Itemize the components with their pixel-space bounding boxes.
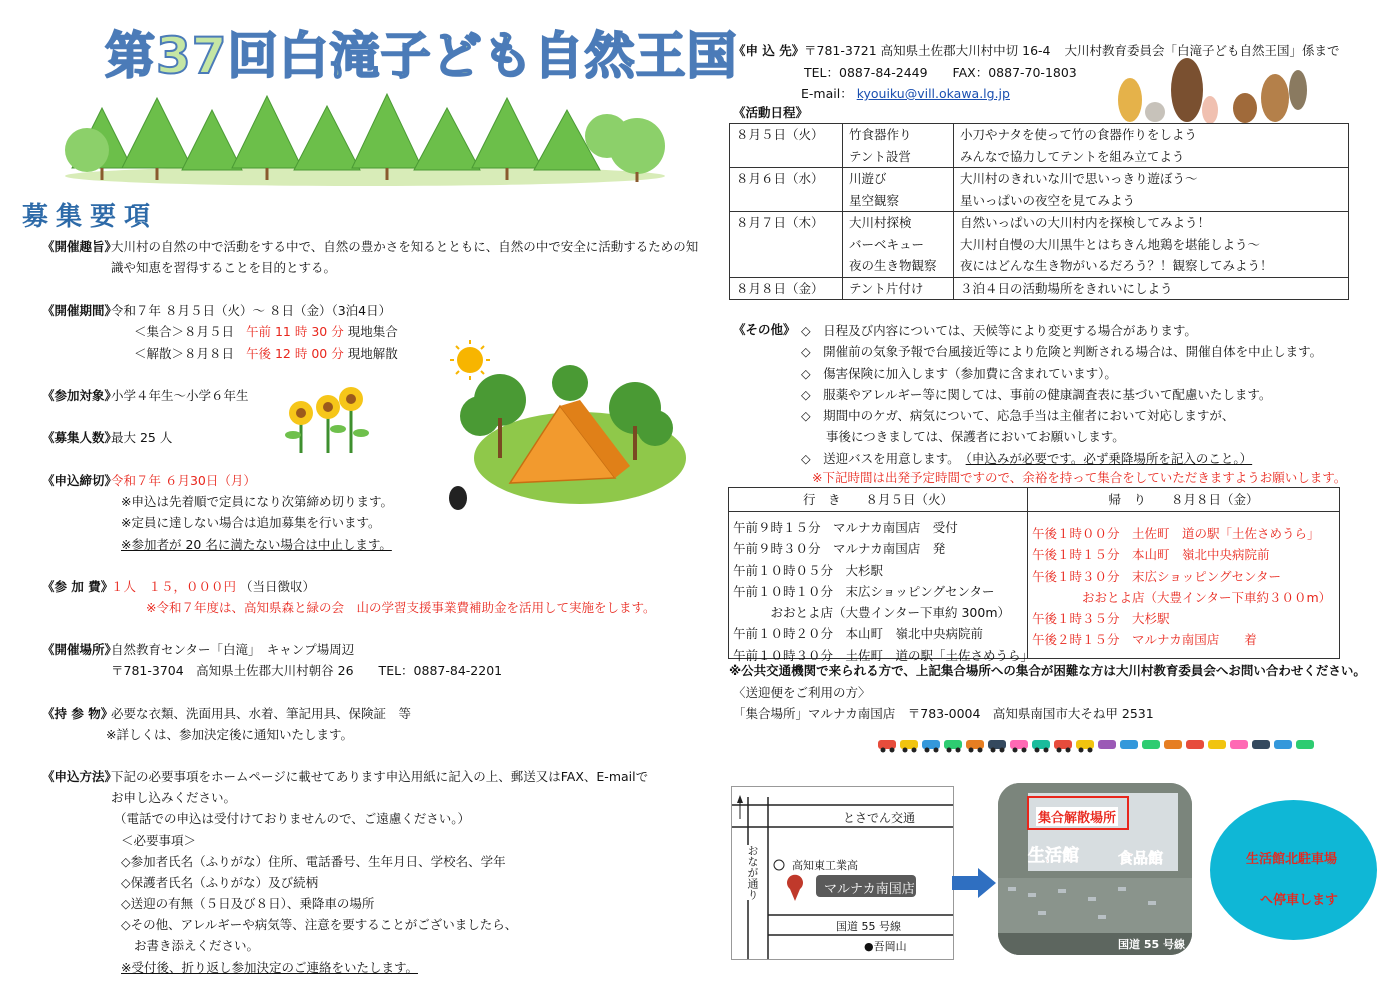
other-label: 《その他》 [733, 322, 796, 337]
map-route: 国道 55 号線 [836, 920, 901, 933]
schedule-activities [843, 212, 954, 278]
outbound-stop: 午前９時３０分 マルナカ南国店 発 [733, 541, 946, 557]
email-link[interactable]: kyouiku@vill.okawa.lg.jp [856, 86, 1010, 101]
bubble-line-1: 生活館北駐車場 [1246, 852, 1338, 867]
schedule-label: 《活動日程》 [733, 105, 809, 120]
schedule-date: ８月７日（木） [730, 212, 843, 278]
schedule-row [730, 124, 1349, 168]
tent-illustration [440, 338, 690, 518]
required-item: ◇保護者氏名（ふりがな）及び続柄 [121, 875, 319, 890]
bubble-line-2: へ停車します [1260, 893, 1339, 908]
schedule-description: みんなで協力してテントを組み立てよう [960, 148, 1185, 164]
car-row-decoration [878, 737, 1328, 753]
arrow-right-icon [952, 868, 998, 898]
venue-address: 〒781-3704 高知県土佐郡大川村朝谷 26 TEL：0887-84-2201 [111, 663, 503, 678]
dismiss-place: 現地解散 [347, 346, 398, 361]
page-title: 第37回白滝子ども自然王国 [105, 27, 738, 85]
fee-amount: １人 １５，０００円 [111, 579, 237, 594]
schedule-date: ８月８日（金） [730, 277, 843, 300]
outbound-stop: 午前１０時２０分 本山町 嶺北中央病院前 [733, 626, 984, 642]
schedule-table [729, 123, 1349, 300]
other-item: 開催前の気象予報で台風接近等により危険と判断される場合は、開催自体を中止します。 [823, 344, 1323, 360]
gather-date: ＜集合＞８月５日 [134, 324, 235, 339]
schedule-description: 大川村のきれいな川で思いっきり遊ぼう～ [960, 171, 1198, 186]
deadline-text: 令和７年 ６月30日（月） [111, 473, 256, 488]
map-store: マルナカ南国店 [824, 882, 915, 897]
fee-label: 《参 加 費》 [42, 579, 114, 594]
forest-illustration [62, 88, 668, 188]
schedule-activity: 夜の生き物観察 [849, 258, 937, 273]
schedule-descriptions [954, 124, 1349, 168]
dismiss-time: 午後 12 時 00 分 [246, 346, 344, 361]
schedule-activity: 川遊び [849, 171, 887, 186]
other-item: 期間中のケガ、病気について、応急手当は主催者において対応しますが、 [823, 408, 1235, 424]
meeting-place: 「集合場所」マルナカ南国店 〒783-0004 高知県南国市大そね甲 2531 [733, 706, 1154, 721]
schedule-descriptions [954, 212, 1349, 278]
other-item: 事後につきましては、保護者においてお願いします。 [826, 429, 1125, 445]
outbound-stop: おおとよ店（大豊インター下車約 300m） [733, 605, 1011, 621]
required-item: ◇送迎の有無（５日及び８日）、乗降車の場所 [121, 896, 375, 911]
schedule-row [730, 212, 1349, 278]
deadline-note-1: ※申込は先着順で定員になり次第締め切ります。 [121, 494, 393, 509]
required-item: お書き添えください。 [134, 938, 260, 953]
shuttle-heading: 〈送迎便をご利用の方〉 [733, 685, 871, 700]
return-stop: 午後１時１５分 本山町 嶺北中央病院前 [1032, 547, 1270, 563]
outbound-header: 行 き ８月５日（火） [729, 488, 1027, 512]
confirmation-note: ※受付後、折り返し参加決定のご連絡をいたします。 [121, 960, 418, 975]
capacity-label: 《募集人数》 [42, 430, 118, 445]
map-top-road: とさでん交通 [843, 811, 916, 825]
venue-label: 《開催場所》 [42, 642, 118, 657]
schedule-activity: バーベキュー [849, 236, 925, 252]
venue-text: 自然教育センター「白滝」 キャンプ場周辺 [111, 642, 355, 657]
outbound-stop: 午前９時１５分 マルナカ南国店 受付 [733, 520, 958, 535]
photo-banner: 集合解散場所 [1036, 807, 1118, 826]
schedule-description: ３泊４日の活動場所をきれいにしよう [960, 280, 1173, 296]
contact-email-row [801, 84, 1010, 102]
outbound-stop: 午前１０時０５分 大杉駅 [733, 562, 884, 578]
return-stop: 午後１時３５分 大杉駅 [1032, 611, 1170, 627]
schedule-descriptions [954, 168, 1349, 212]
target-label: 《参加対象》 [42, 388, 118, 403]
deadline-label: 《申込締切》 [42, 473, 118, 488]
bus-note: ※下記時間は出発予定時間ですので、余裕を持って集合をしていただきますようお願いします。 [812, 470, 1347, 485]
schedule-description: 夜にはどんな生き物がいるだろう？！観察してみよう！ [960, 258, 1273, 273]
schedule-description: 小刀やナタを使って竹の食器作りをしよう [960, 127, 1197, 142]
apply-method-text-2: お申し込みください。 [111, 790, 237, 805]
other-item: 服薬やアレルギー等に関しては、事前の健康調査表に基づいて配慮いたします。 [823, 386, 1272, 402]
return-stop: 午後１時３０分 末広ショッピングセンター [1032, 568, 1282, 584]
contact-label: 《申 込 先》 [733, 43, 805, 58]
contact-tel-fax: TEL：0887-84-2449 FAX：0887-70-1803 [804, 65, 1077, 80]
schedule-description: 星いっぱいの夜空を見てみよう [960, 192, 1136, 208]
purpose-label: 《開催趣旨》 [42, 239, 118, 254]
schedule-descriptions [954, 277, 1349, 300]
required-item: ◇参加者氏名（ふりがな）住所、電話番号、生年月日、学校名、学年 [121, 854, 506, 869]
belongings-text: 必要な衣類、洗面用具、水着、筆記用具、保険証 等 [111, 706, 412, 721]
email-label: E-mail： [801, 86, 853, 101]
capacity-text: 最大 25 人 [111, 430, 173, 445]
outbound-stop: 午前１０時１０分 末広ショッピングセンター [733, 583, 995, 599]
return-column [1028, 488, 1339, 658]
photo-left-building: 生活館 [1028, 846, 1079, 866]
required-items-heading: ＜必要事項＞ [121, 833, 197, 848]
aerial-photo [998, 783, 1192, 955]
schedule-activities [843, 277, 954, 300]
schedule-activity: テント片付け [849, 280, 924, 296]
map-place: ●吾岡山 [864, 940, 907, 953]
bus-emphasis: （申込みが必要です。必ず乗降場所を記入のこと。） [965, 450, 1253, 466]
contact-organization: 大川村教育委員会「白滝子ども自然王国」係まで [1064, 43, 1340, 58]
map-side-road: おなが通り [746, 845, 759, 900]
return-header: 帰 り ８月８日（金） [1028, 488, 1339, 512]
dismiss-date: ＜解散＞８月８日 [134, 346, 235, 361]
period-text: 令和７年 ８月５日（火）～ ８日（金）（3泊4日） [111, 303, 392, 318]
fee-row [111, 577, 315, 595]
contact-address: 〒781-3721 高知県土佐郡大川村中切 16-4 [804, 43, 1051, 58]
photo-right-building: 食品館 [1118, 849, 1164, 867]
access-map [731, 786, 954, 960]
schedule-activity: 竹食器作り [849, 127, 912, 142]
other-item: 傷害保険に加入します（参加費に含まれています）。 [823, 365, 1117, 381]
purpose-text-2: 識や知恵を習得することを目的とする。 [111, 260, 337, 275]
schedule-date: ８月６日（水） [730, 168, 843, 212]
sunflower-illustration [283, 385, 373, 455]
schedule-activity: 大川村探検 [849, 215, 912, 230]
schedule-row [730, 277, 1349, 300]
outbound-stop: 午前１０時３０分 土佐町 道の駅「土佐さめうら」 [733, 647, 1034, 663]
schedule-date: ８月５日（火） [730, 124, 843, 168]
schedule-activities [843, 168, 954, 212]
schedule-description: 自然いっぱいの大川村内を探検してみよう！ [960, 215, 1211, 230]
apply-method-label: 《申込方法》 [42, 769, 118, 784]
deadline-note-2: ※定員に達しない場合は追加募集を行います。 [121, 515, 381, 530]
map-school: 高知東工業高 [792, 859, 858, 872]
schedule-row [730, 168, 1349, 212]
return-stop: おおとよ店（大豊インター下車約３００m） [1032, 589, 1332, 605]
outbound-column [729, 488, 1034, 663]
other-item: 日程及び内容については、天候等により変更する場合があります。 [823, 323, 1197, 338]
parking-bubble [1210, 800, 1377, 940]
schedule-activity: 星空観察 [849, 192, 900, 208]
deadline-note-3: ※参加者が 20 名に満たない場合は中止します。 [121, 537, 392, 552]
gather-time: 午前 11 時 30 分 [246, 324, 344, 339]
bus-schedule-table [728, 487, 1340, 663]
fee-note: ※令和７年度は、高知県森と緑の会 山の学習支援事業費補助金を活用して実施をします。 [146, 600, 656, 615]
photo-route: 国道 55 号線 [1118, 938, 1185, 951]
fee-suffix: （当日徴収） [240, 579, 316, 594]
belongings-note: ※詳しくは、参加決定後に通知いたします。 [106, 727, 353, 742]
belongings-label: 《持 参 物》 [42, 706, 114, 721]
other-list: ◇ 日程及び内容については、天候等により変更する場合があります。 ◇ 開催前の気象予報で台風接近等により危険と判断される場合は、開催自体を中止します。 ◇ 傷害保険に加入します（参加費に含まれています）。 ◇ 服薬やアレルギー等に関しては、事前の健康調査表に基づいて配慮いたします。 ◇ 期間中のケガ、病気について、応急手当は主催者において対応しますが、 事後につきましては、保護者においてお願いします。 ◇ 送迎バスを用意します。 （申込みが必要です。必ず乗降場所を記入のこと。） [801, 323, 1323, 466]
purpose-text: 大川村の自然の中で活動をする中で、自然の豊かさを知るとともに、自然の中で安全に活動するための知 [111, 239, 699, 254]
public-transport-note: ※公共交通機関で来られる方で、上記集合場所への集合が困難な方は大川村教育委員会へお問い合わせください。 [729, 663, 1366, 678]
gather-place: 現地集合 [347, 324, 398, 339]
animals-illustration [1115, 50, 1310, 125]
schedule-description: 大川村自慢の大川黒牛とはちきん地鶏を堪能しよう～ [960, 236, 1261, 252]
apply-method-phone-note: （電話での申込は受付けておりませんので、ご遠慮ください。） [114, 811, 471, 826]
return-stop: 午後２時１５分 マルナカ南国店 着 [1032, 632, 1257, 648]
schedule-activities [843, 124, 954, 168]
section-heading: 募集要項 [22, 202, 159, 232]
period-label: 《開催期間》 [42, 303, 118, 318]
apply-method-text: 下記の必要事項をホームページに載せてあります申込用紙に記入の上、郵送又はFAX、E-mailで [111, 769, 649, 784]
gather-row [134, 322, 398, 340]
return-stop: 午後１時００分 土佐町 道の駅「土佐さめうら」 [1032, 526, 1320, 541]
required-item: ◇その他、アレルギーや病気等、注意を要することがございましたら、 [121, 917, 518, 932]
target-text: 小学４年生～小学６年生 [111, 388, 249, 403]
other-item: 送迎バスを用意します。 [823, 450, 960, 466]
dismiss-row [134, 344, 398, 362]
schedule-activity: テント設営 [849, 148, 911, 164]
